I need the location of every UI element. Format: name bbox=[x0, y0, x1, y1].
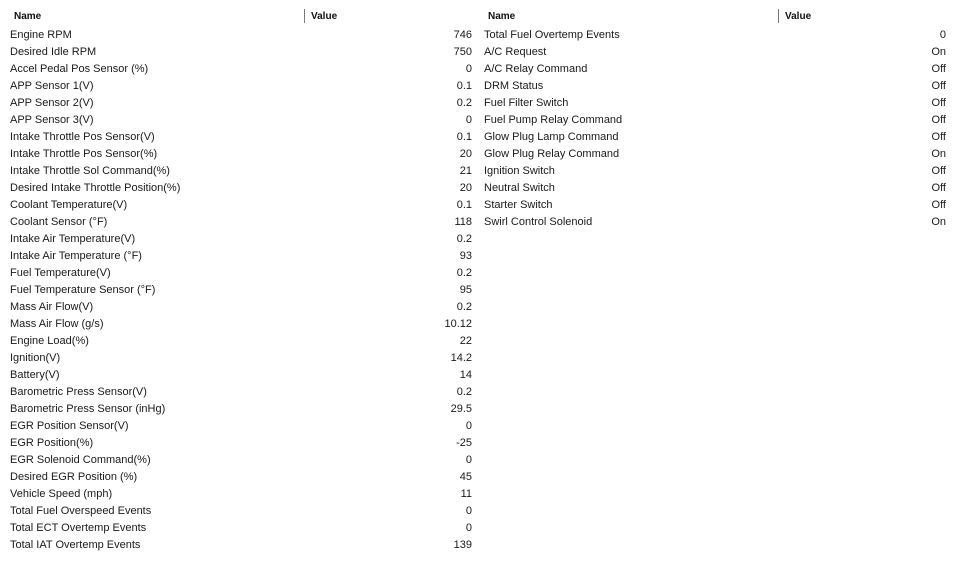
table-row[interactable] bbox=[8, 384, 476, 401]
row-name: Intake Air Temperature (°F) bbox=[10, 250, 142, 262]
table-row[interactable] bbox=[482, 27, 952, 44]
row-value: 0.1 bbox=[456, 199, 472, 211]
row-name: EGR Position Sensor(V) bbox=[10, 420, 129, 432]
row-name: Intake Air Temperature(V) bbox=[10, 233, 136, 245]
table-row[interactable] bbox=[482, 180, 952, 197]
row-name: Total Fuel Overtemp Events bbox=[484, 29, 620, 41]
row-name: Engine RPM bbox=[10, 29, 72, 41]
row-value: On bbox=[931, 46, 946, 58]
column-header-name[interactable]: Name bbox=[488, 11, 516, 22]
table-row[interactable] bbox=[8, 367, 476, 384]
row-value: 750 bbox=[453, 46, 472, 58]
row-value: 0 bbox=[465, 63, 472, 75]
right-table-header bbox=[482, 9, 952, 24]
row-name: Ignition Switch bbox=[484, 165, 555, 177]
row-name: Intake Throttle Pos Sensor(V) bbox=[10, 131, 155, 143]
row-value: Off bbox=[931, 165, 946, 177]
row-name: EGR Solenoid Command(%) bbox=[10, 454, 151, 466]
left-data-table bbox=[8, 9, 476, 554]
row-name: A/C Relay Command bbox=[484, 63, 588, 75]
row-name: Total Fuel Overspeed Events bbox=[10, 505, 152, 517]
table-row[interactable] bbox=[8, 282, 476, 299]
row-name: Coolant Sensor (°F) bbox=[10, 216, 108, 228]
row-name: Ignition(V) bbox=[10, 352, 61, 364]
table-row[interactable] bbox=[8, 180, 476, 197]
table-row[interactable] bbox=[482, 44, 952, 61]
table-row[interactable] bbox=[8, 44, 476, 61]
row-value: 0.1 bbox=[456, 80, 472, 92]
row-value: Off bbox=[931, 182, 946, 194]
table-row[interactable] bbox=[8, 299, 476, 316]
row-value: 118 bbox=[454, 216, 472, 228]
row-name: Vehicle Speed (mph) bbox=[10, 488, 113, 500]
row-value: 0.2 bbox=[456, 97, 472, 109]
row-value: 20 bbox=[459, 148, 472, 160]
table-row[interactable] bbox=[8, 265, 476, 282]
row-name: Desired Intake Throttle Position(%) bbox=[10, 182, 181, 194]
table-row[interactable] bbox=[8, 537, 476, 554]
table-row[interactable] bbox=[8, 503, 476, 520]
row-name: Fuel Temperature(V) bbox=[10, 267, 111, 279]
row-value: Off bbox=[931, 131, 946, 143]
row-value: 0 bbox=[465, 114, 472, 126]
right-table-body bbox=[482, 27, 952, 231]
row-value: 746 bbox=[453, 29, 472, 41]
row-value: On bbox=[931, 148, 946, 160]
left-table-header bbox=[8, 9, 476, 24]
row-name: APP Sensor 1(V) bbox=[10, 80, 94, 92]
table-row[interactable] bbox=[8, 469, 476, 486]
row-name: Desired Idle RPM bbox=[10, 46, 97, 58]
row-value: Off bbox=[931, 63, 946, 75]
row-value: 10.12 bbox=[444, 318, 472, 330]
column-resize-handle[interactable] bbox=[778, 9, 779, 23]
column-header-name[interactable]: Name bbox=[14, 11, 42, 22]
table-row[interactable] bbox=[8, 333, 476, 350]
table-row[interactable] bbox=[8, 316, 476, 333]
row-name: Barometric Press Sensor(V) bbox=[10, 386, 147, 398]
row-value: 0.2 bbox=[456, 301, 472, 313]
row-name: Barometric Press Sensor (inHg) bbox=[10, 403, 166, 415]
table-row[interactable] bbox=[8, 418, 476, 435]
row-value: 29.5 bbox=[450, 403, 472, 415]
row-value: 0 bbox=[465, 454, 472, 466]
table-row[interactable] bbox=[8, 197, 476, 214]
row-name: Total IAT Overtemp Events bbox=[10, 539, 141, 551]
row-name: APP Sensor 2(V) bbox=[10, 97, 94, 109]
column-header-value[interactable]: Value bbox=[785, 11, 812, 22]
table-row[interactable] bbox=[8, 401, 476, 418]
table-row[interactable] bbox=[482, 78, 952, 95]
table-row[interactable] bbox=[8, 486, 476, 503]
row-name: Battery(V) bbox=[10, 369, 60, 381]
row-value: 11 bbox=[460, 488, 472, 500]
row-name: Mass Air Flow(V) bbox=[10, 301, 94, 313]
row-value: Off bbox=[931, 80, 946, 92]
table-row[interactable] bbox=[482, 146, 952, 163]
table-row[interactable] bbox=[8, 452, 476, 469]
column-resize-handle[interactable] bbox=[304, 9, 305, 23]
table-row[interactable] bbox=[482, 197, 952, 214]
table-row[interactable] bbox=[482, 214, 952, 231]
row-value: Off bbox=[931, 199, 946, 211]
row-value: On bbox=[931, 216, 946, 228]
left-table-body bbox=[8, 27, 476, 554]
table-row[interactable] bbox=[8, 248, 476, 265]
row-name: Fuel Pump Relay Command bbox=[484, 114, 623, 126]
row-value: -25 bbox=[456, 437, 472, 449]
row-value: 0 bbox=[465, 522, 472, 534]
row-name: Desired EGR Position (%) bbox=[10, 471, 138, 483]
table-row[interactable] bbox=[8, 146, 476, 163]
row-value: 0.2 bbox=[456, 233, 472, 245]
table-row[interactable] bbox=[8, 95, 476, 112]
table-row[interactable] bbox=[482, 163, 952, 180]
row-value: 20 bbox=[459, 182, 472, 194]
table-row[interactable] bbox=[8, 163, 476, 180]
table-row[interactable] bbox=[8, 78, 476, 95]
row-value: 0.2 bbox=[456, 267, 472, 279]
table-row[interactable] bbox=[8, 231, 476, 248]
row-name: A/C Request bbox=[484, 46, 547, 58]
row-name: Neutral Switch bbox=[484, 182, 555, 194]
table-row[interactable] bbox=[8, 27, 476, 44]
column-header-value[interactable]: Value bbox=[311, 11, 338, 22]
row-name: Intake Throttle Sol Command(%) bbox=[10, 165, 170, 177]
row-value: 22 bbox=[459, 335, 472, 347]
table-row[interactable] bbox=[8, 61, 476, 78]
row-name: Fuel Filter Switch bbox=[484, 97, 569, 109]
row-name: Glow Plug Lamp Command bbox=[484, 131, 619, 143]
table-row[interactable] bbox=[482, 95, 952, 112]
row-value: Off bbox=[931, 114, 946, 126]
table-row[interactable] bbox=[8, 520, 476, 537]
table-row[interactable] bbox=[8, 112, 476, 129]
row-name: APP Sensor 3(V) bbox=[10, 114, 94, 126]
right-data-table bbox=[482, 9, 952, 231]
row-name: Accel Pedal Pos Sensor (%) bbox=[10, 63, 149, 75]
table-row[interactable] bbox=[8, 129, 476, 146]
row-name: Total ECT Overtemp Events bbox=[10, 522, 147, 534]
row-value: 139 bbox=[453, 539, 472, 551]
row-name: Engine Load(%) bbox=[10, 335, 89, 347]
row-name: Glow Plug Relay Command bbox=[484, 148, 620, 160]
row-value: 14.2 bbox=[450, 352, 472, 364]
row-name: Coolant Temperature(V) bbox=[10, 199, 128, 211]
row-name: Intake Throttle Pos Sensor(%) bbox=[10, 148, 158, 160]
row-value: 21 bbox=[459, 165, 472, 177]
row-name: Fuel Temperature Sensor (°F) bbox=[10, 284, 156, 296]
row-value: 0 bbox=[465, 505, 472, 517]
row-name: Swirl Control Solenoid bbox=[484, 216, 593, 228]
table-row[interactable] bbox=[482, 61, 952, 78]
table-row[interactable] bbox=[8, 214, 476, 231]
row-value: 0 bbox=[465, 420, 472, 432]
row-value: 0.2 bbox=[456, 386, 472, 398]
table-row[interactable] bbox=[8, 350, 476, 367]
row-value: 0 bbox=[939, 29, 946, 41]
row-name: DRM Status bbox=[484, 80, 544, 92]
row-value: 95 bbox=[459, 284, 472, 296]
row-value: 0.1 bbox=[456, 131, 472, 143]
table-row[interactable] bbox=[8, 435, 476, 452]
table-row[interactable] bbox=[482, 129, 952, 146]
row-value: 45 bbox=[459, 471, 472, 483]
row-value: 14 bbox=[459, 369, 472, 381]
row-name: Starter Switch bbox=[484, 199, 553, 211]
row-name: Mass Air Flow (g/s) bbox=[10, 318, 104, 330]
table-row[interactable] bbox=[482, 112, 952, 129]
row-value: 93 bbox=[459, 250, 472, 262]
row-value: Off bbox=[931, 97, 946, 109]
row-name: EGR Position(%) bbox=[10, 437, 94, 449]
